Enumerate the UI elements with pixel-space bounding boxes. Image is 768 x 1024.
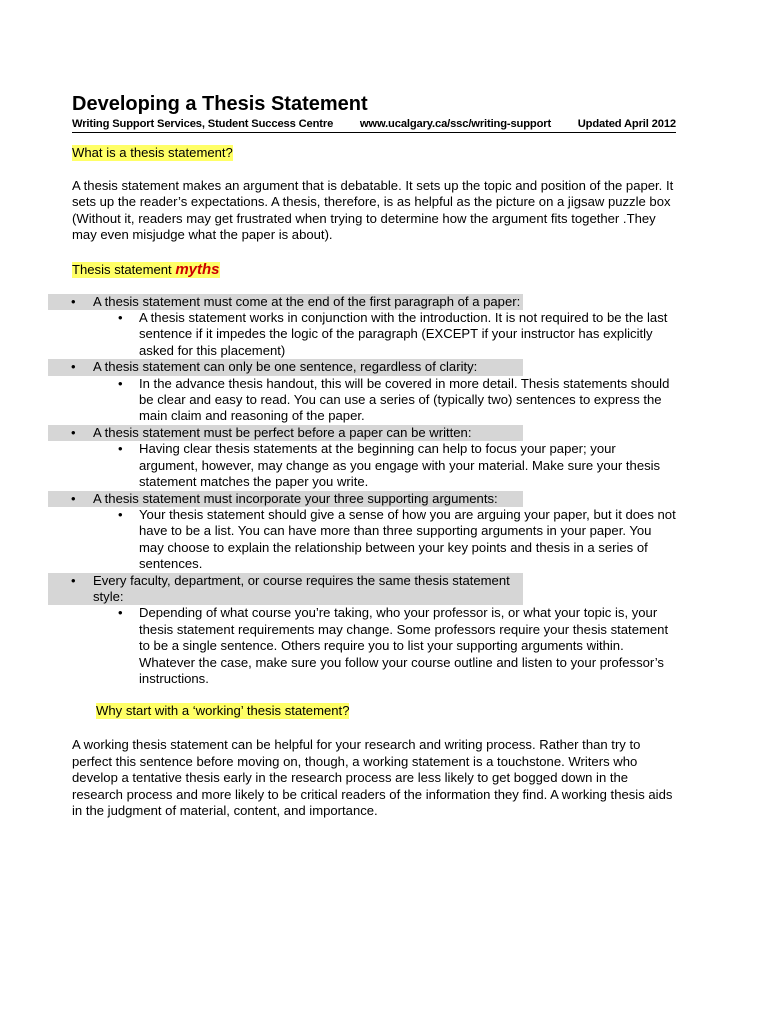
myth-explanation-text: Your thesis statement should give a sense of how you are arguing your paper, but it does not have to be a list. You can have more than three supporting arguments in your paper. You may choose to explain the relationship between your key points and thesis in a series of sentences. <box>139 506 676 572</box>
sub-bullet-icon: • <box>118 506 123 522</box>
section-what-is <box>72 144 676 244</box>
myths-list <box>72 294 676 688</box>
myth-statement-text: Every faculty, department, or course requires the same thesis statement style: <box>93 572 510 604</box>
myth-explanation <box>48 507 676 573</box>
myth-statement <box>48 294 523 310</box>
sub-bullet-icon: • <box>118 310 123 326</box>
sub-bullet-icon: • <box>118 375 123 391</box>
myth-explanation <box>48 605 676 687</box>
myth-list-item <box>72 491 676 573</box>
section-heading-what-is: What is a thesis statement? <box>72 145 233 160</box>
section-working-thesis <box>72 702 676 819</box>
myth-list-item <box>72 573 676 688</box>
bullet-icon: • <box>71 293 76 309</box>
section-heading-working-thesis: Why start with a ‘working’ thesis statement? <box>96 703 350 719</box>
myth-statement <box>48 359 523 375</box>
myth-statement-text: A thesis statement can only be one sentence, regardless of clarity: <box>93 359 478 375</box>
bullet-icon: • <box>71 359 76 375</box>
myth-explanation-text: Depending of what course you’re taking, who your professor is, or what your topic is, your thesis statement requirements may change. Some professors require your thesis statement to be a single sentence. Others require you to list your supporting arguments within. Whatever the case, make sure you follow your course outline and listen to your professor’s instructions. <box>139 605 669 686</box>
myth-explanation <box>48 376 676 425</box>
header-url: www.ucalgary.ca/ssc/writing-support <box>359 118 552 130</box>
bullet-icon: • <box>71 572 76 588</box>
myth-statement <box>48 573 523 606</box>
header-org: Writing Support Services, Student Success Centre <box>72 118 334 130</box>
sub-bullet-icon: • <box>118 441 123 457</box>
section-heading-myths <box>72 262 220 278</box>
section-paragraph-what-is: A thesis statement makes an argument that is debatable. It sets up the topic and position of the paper. It sets up the reader’s expectations. A thesis, therefore, is as helpful as the picture on a jigsaw puzzle box (Without it, readers may get frustrated when trying to determine how the argument fits together .They may even misjudge what the paper is about). <box>72 178 674 243</box>
myth-list-item <box>72 294 676 360</box>
myth-statement <box>48 491 523 507</box>
document-page <box>72 92 676 819</box>
header-updated: Updated April 2012 <box>577 118 676 130</box>
section-paragraph-working-thesis: A working thesis statement can be helpful for your research and writing process. Rather than try to perfect this sentence before moving on, though, a working statement is a touchstone. Writers who develop a tentative thesis early in the research process are less likely to get bogged down in the research process and more likely to be critical readers of the information they find. A working thesis aids in the judgment of material, content, and importance. <box>72 737 673 818</box>
myth-explanation <box>48 310 676 359</box>
myth-list-item <box>72 425 676 491</box>
document-header-line <box>72 117 676 133</box>
bullet-icon: • <box>71 490 76 506</box>
myth-explanation-text: In the advance thesis handout, this will be covered in more detail. Thesis statements should be clear and easy to read. You can use a series of (typically two) sentences to express the main claim and reasoning of the paper. <box>139 375 670 424</box>
myth-explanation-text: A thesis statement works in conjunction with the introduction. It is not required to be the last sentence if it impedes the logic of the paragraph (EXCEPT if your instructor has explicitly asked for this placement) <box>139 310 668 358</box>
document-title: Developing a Thesis Statement <box>72 93 368 115</box>
myths-heading-prefix: Thesis statement <box>72 261 176 277</box>
myth-list-item <box>72 359 676 425</box>
section-myths <box>72 261 676 688</box>
myth-statement-text: A thesis statement must come at the end of the first paragraph of a paper: <box>93 293 521 309</box>
myth-explanation-text: Having clear thesis statements at the beginning can help to focus your paper; your argument, however, may change as you engage with your material. Make sure your thesis statement matches the paper you write. <box>139 441 661 490</box>
sub-bullet-icon: • <box>118 605 123 621</box>
myths-heading-emphasis: myths <box>175 260 220 278</box>
myth-statement <box>48 425 523 441</box>
myth-statement-text: A thesis statement must incorporate your three supporting arguments: <box>93 490 498 506</box>
bullet-icon: • <box>71 424 76 440</box>
myth-explanation <box>48 441 676 490</box>
myth-statement-text: A thesis statement must be perfect before a paper can be written: <box>93 424 472 440</box>
